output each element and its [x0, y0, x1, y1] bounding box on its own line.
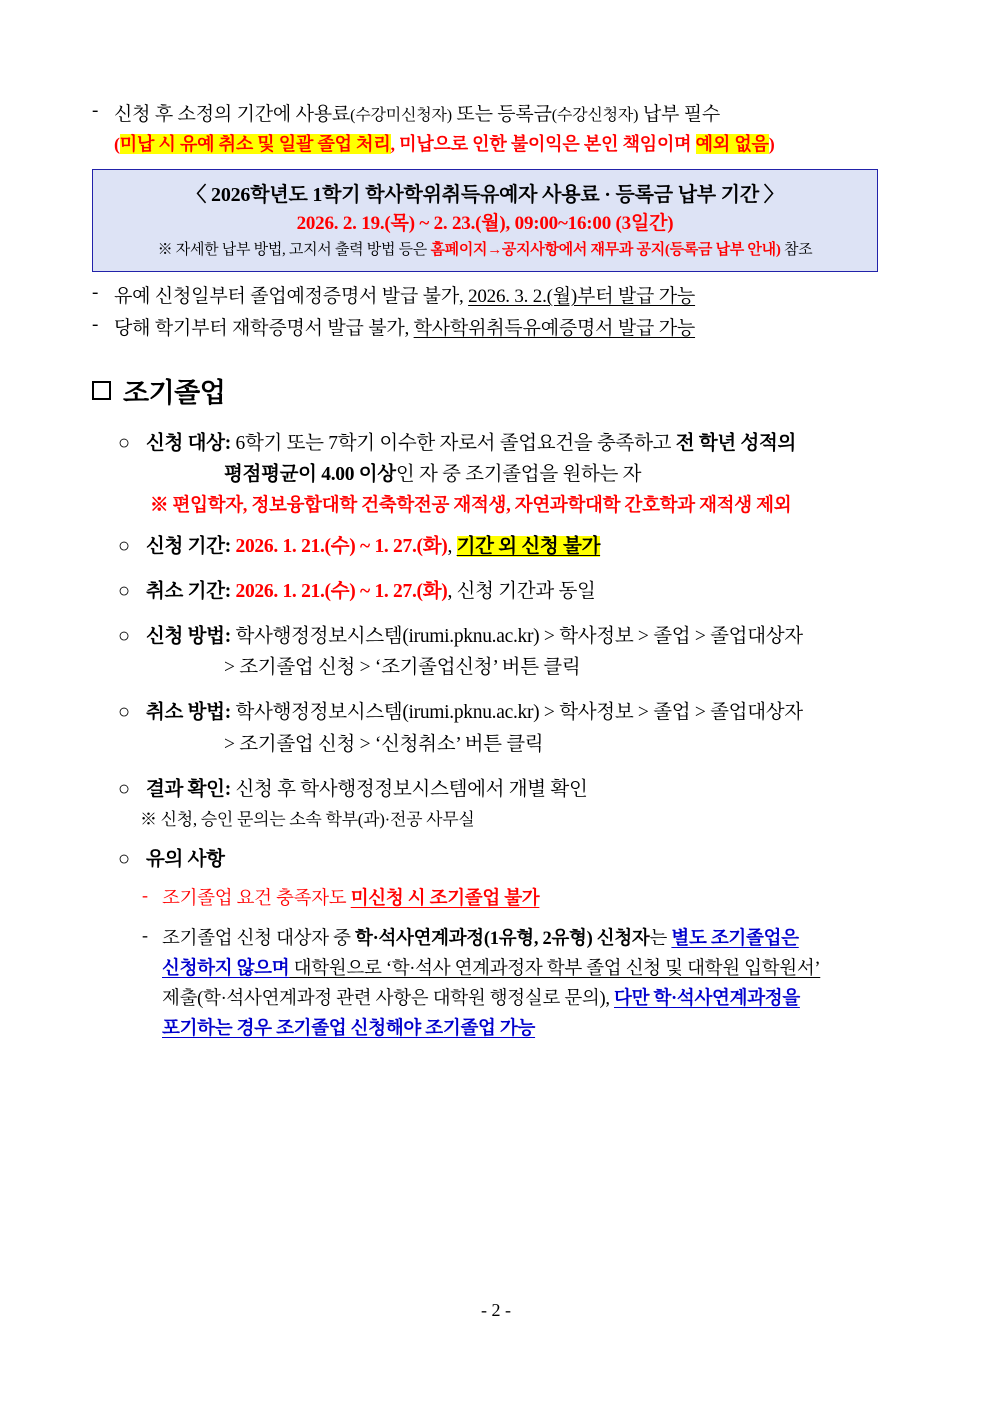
list-item-cancel-period — [92, 576, 904, 607]
application-method-path-2: > 조기졸업 신청 > ‘조기졸업신청’ 버튼 클릭 — [224, 657, 581, 679]
notice-date: 2026. 2. 19.(목) ~ 2. 23.(월), 09:00~16:00 (3일간) — [296, 213, 674, 235]
graduation-cert-underlined: 2026. 3. 2.(월)부터 발급 가능 — [468, 286, 696, 308]
caution-2-blue-1: 별도 조기졸업은 — [671, 929, 799, 950]
cancel-period-body — [146, 576, 904, 607]
warning-highlight-1: 미납 시 유예 취소 및 일괄 졸업 처리 — [119, 134, 391, 155]
caution-2-bold: 학·석사연계과정(1유형, 2유형) 신청자 — [355, 929, 650, 950]
caution-1-underline: 미신청 시 조기졸업 불가 — [350, 889, 540, 910]
list-item — [92, 314, 904, 343]
caution-2-plain-1: 조기졸업 신청 대상자 중 — [162, 929, 356, 950]
caution-2-line-3 — [162, 985, 904, 1015]
application-target-label: 신청 대상 — [146, 433, 225, 455]
caution-2-line-2 — [162, 955, 904, 985]
application-target-bold-2: 평점평균이 4.00 이상 — [224, 464, 396, 486]
notice-title: 〈 2026학년도 1학기 학사학위취득유예자 사용료 · 등록금 납부 기간 〉 — [186, 184, 784, 207]
page-title: 조기졸업 — [123, 378, 226, 409]
list-item — [92, 100, 904, 129]
payment-text-1: 신청 후 소정의 기간에 사용료 — [114, 104, 351, 125]
payment-text-2: 또는 등록금 — [451, 104, 552, 125]
caution-item-1 — [92, 885, 904, 915]
notice-note-red: 홈페이지→공지사항에서 재무과 공지(등록금 납부 안내) — [430, 241, 781, 258]
circle-bullet-icon: ○ — [118, 777, 131, 800]
caution-2-blue-3: 다만 학·석사연계과정을 — [614, 988, 800, 1009]
circle-bullet-icon: ○ — [118, 534, 131, 557]
notice-note-suffix: 참조 — [780, 241, 813, 258]
application-period-tail: , — [447, 535, 457, 557]
colon: : — [224, 535, 231, 557]
caution-1-plain: 조기졸업 요건 충족자도 — [162, 889, 351, 910]
caution-2-line-4 — [162, 1015, 904, 1045]
cancel-period-tail: , 신청 기간과 동일 — [447, 580, 596, 602]
warning-open-paren: ( — [114, 134, 120, 155]
graduation-cert-line — [114, 282, 904, 311]
cancel-method-path-2: > 조기졸업 신청 > ‘신청취소’ 버튼 클릭 — [224, 733, 544, 755]
application-period-label: 신청 기간 — [146, 535, 225, 557]
caution-2-plain-4: 제출(학·석사연계과정 관련 사항은 대학원 행정실로 문의), — [162, 988, 614, 1009]
warning-highlight-2: 예외 없음 — [695, 134, 769, 155]
cancel-method-path-1: 학사행정정보시스템(irumi.pknu.ac.kr) > 학사정보 > 졸업 > 졸업대상자 — [230, 702, 803, 724]
list-item-cancel-method — [92, 697, 904, 759]
payment-text-3: 납부 필수 — [638, 104, 720, 125]
caution-2-plain-2: 는 — [649, 929, 672, 950]
payment-small-2: (수강신청자) — [551, 107, 639, 124]
circle-bullet-icon: ○ — [118, 624, 131, 647]
enrollment-cert-line — [114, 314, 904, 343]
application-method-label: 신청 방법 — [146, 625, 225, 647]
application-target-exclusion-note: ※ 편입학자, 정보융합대학 건축학전공 재적생, 자연과학대학 간호학과 재적생 제외 — [150, 495, 792, 516]
result-check-text: 신청 후 학사행정정보시스템에서 개별 확인 — [230, 778, 588, 800]
list-item-application-target — [92, 428, 904, 490]
notice-note — [103, 239, 867, 262]
caution-2-line-1 — [162, 925, 904, 955]
circle-bullet-icon: ○ — [118, 701, 131, 724]
colon: : — [224, 702, 231, 724]
application-period-body — [146, 531, 904, 562]
dash-bullet: - — [92, 100, 99, 121]
dash-bullet: - — [142, 885, 148, 906]
dash-bullet: - — [92, 282, 99, 304]
cautions-label: 유의 사항 — [146, 848, 225, 870]
application-method-body — [146, 621, 904, 683]
colon: : — [224, 433, 231, 455]
payment-small-1: (수강미신청자) — [350, 107, 452, 124]
dash-bullet: - — [92, 313, 99, 335]
caution-2-body — [162, 925, 904, 1045]
list-item-cautions — [92, 844, 904, 875]
cancel-period-label: 취소 기간 — [146, 580, 225, 602]
notice-note-prefix: ※ 자세한 납부 방법, 고지서 출력 방법 등은 — [157, 241, 431, 258]
warning-line — [114, 131, 904, 159]
colon: : — [224, 580, 231, 602]
document-content — [92, 100, 904, 1055]
warning-close-paren: ) — [768, 134, 775, 155]
application-period-date: 2026. 1. 21.(수) ~ 1. 27.(화) — [235, 535, 448, 557]
cancel-period-date: 2026. 1. 21.(수) ~ 1. 27.(화) — [235, 580, 448, 602]
circle-bullet-icon: ○ — [118, 847, 131, 870]
dash-bullet: - — [142, 925, 148, 946]
application-method-path-1: 학사행정정보시스템(irumi.pknu.ac.kr) > 학사정보 > 졸업 > 졸업대상자 — [230, 625, 803, 647]
result-check-label: 결과 확인 — [146, 778, 225, 800]
cautions-heading — [146, 844, 904, 875]
square-bullet-icon — [92, 381, 111, 400]
circle-bullet-icon: ○ — [118, 432, 131, 455]
application-target-line2 — [146, 459, 904, 490]
colon: : — [224, 778, 231, 800]
enrollment-cert-underlined: 학사학위취득유예증명서 발급 가능 — [413, 317, 696, 339]
circle-bullet-icon: ○ — [118, 579, 131, 602]
list-item-application-period — [92, 531, 904, 562]
cancel-method-label: 취소 방법 — [146, 702, 225, 724]
application-target-body — [146, 428, 904, 490]
caution-2-blue-2: 신청하지 않으며 — [162, 959, 290, 980]
application-target-text-1: 6학기 또는 7학기 이수한 자로서 졸업요건을 충족하고 — [230, 433, 676, 455]
section-heading — [92, 371, 904, 410]
page-number: - 2 - — [481, 1300, 511, 1320]
list-item — [92, 282, 904, 311]
result-check-note: ※ 신청, 승인 문의는 소속 학부(과)·전공 사무실 — [140, 809, 475, 829]
application-target-bold-1: 전 학년 성적의 — [675, 433, 797, 455]
application-target-text-2: 인 자 중 조기졸업을 원하는 자 — [395, 464, 642, 486]
enrollment-cert-plain: 당해 학기부터 재학증명서 발급 불가, — [114, 317, 414, 339]
warning-line-row — [92, 131, 904, 159]
caution-2-plain-3: 대학원으로 ‘학·석사 연계과정자 학부 졸업 신청 및 대학원 입학원서’ — [289, 959, 821, 980]
caution-1-body — [162, 885, 904, 915]
cancel-method-body — [146, 697, 904, 759]
warning-mid: , 미납으로 인한 불이익은 본인 책임이며 — [390, 134, 696, 155]
caution-2-blue-4: 포기하는 경우 조기졸업 신청해야 조기졸업 가능 — [162, 1018, 536, 1039]
application-period-highlight: 기간 외 신청 불가 — [456, 535, 601, 557]
payment-required-line — [114, 100, 904, 129]
colon: : — [224, 625, 231, 647]
list-item-result-check — [92, 774, 904, 805]
payment-period-notice-box — [92, 169, 878, 272]
caution-item-2 — [92, 925, 904, 1045]
result-check-body — [146, 774, 904, 805]
graduation-cert-plain: 유예 신청일부터 졸업예정증명서 발급 불가, — [114, 286, 469, 308]
list-item-application-method — [92, 621, 904, 683]
